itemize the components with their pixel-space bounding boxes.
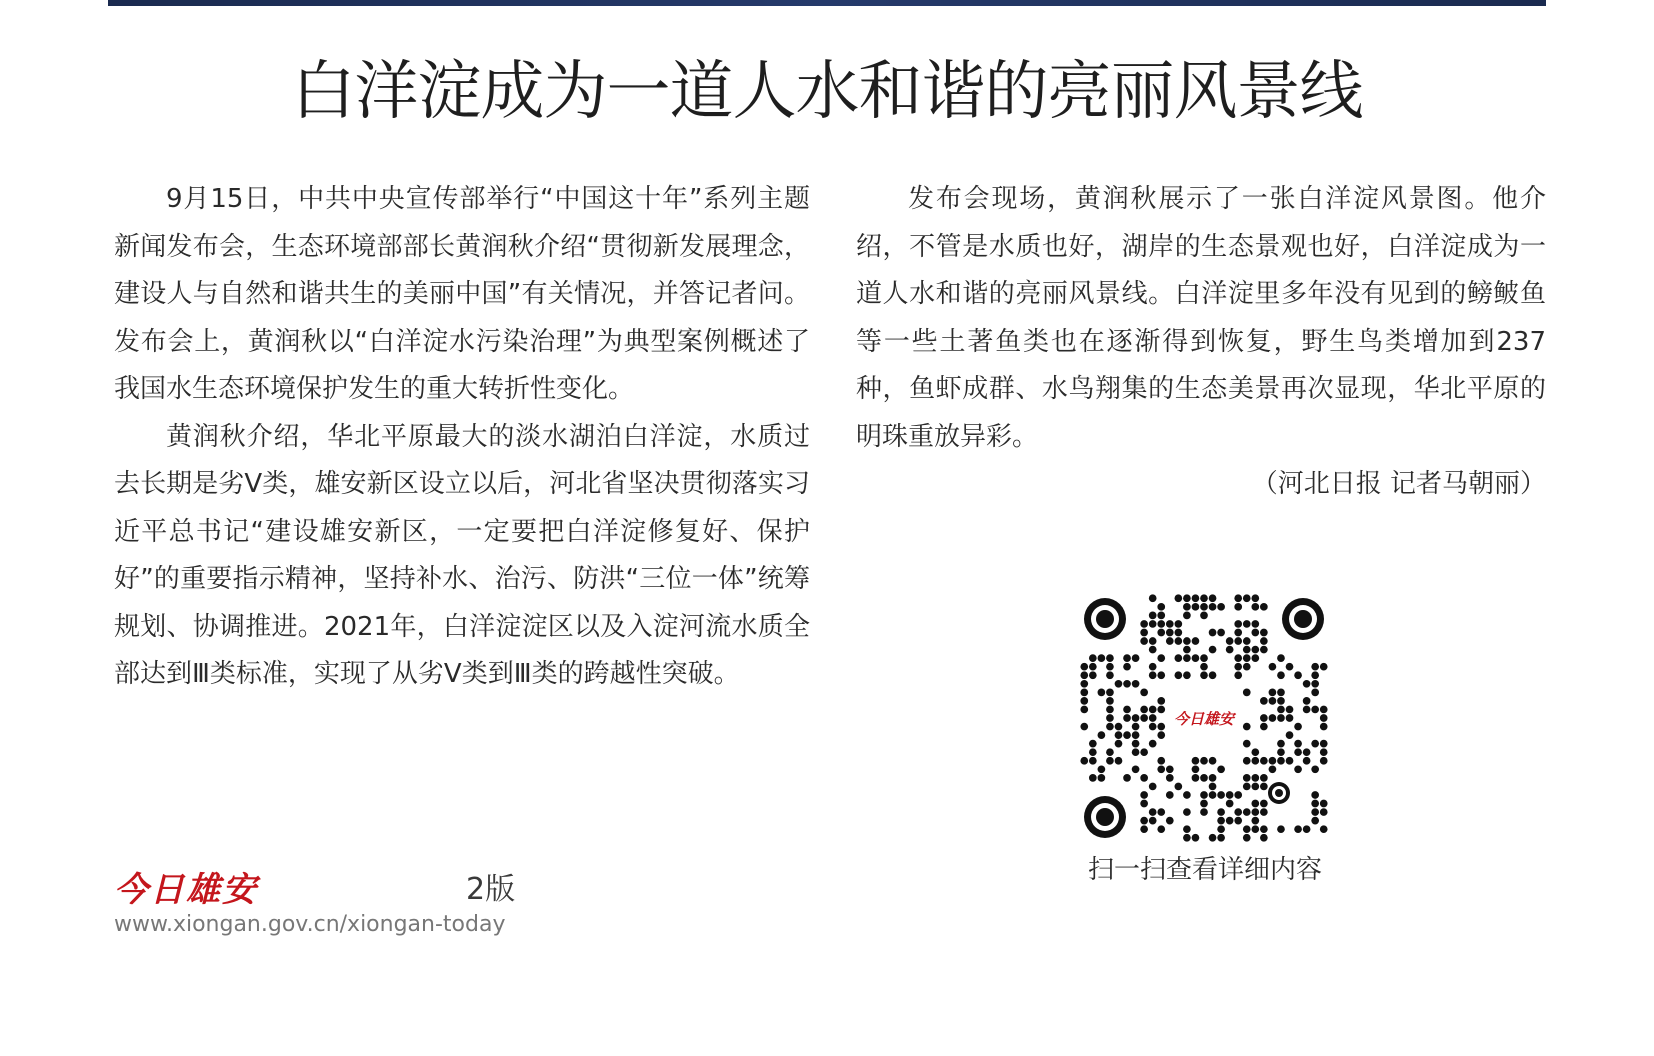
qr-module (1183, 834, 1191, 842)
qr-module (1303, 697, 1311, 705)
qr-module (1183, 825, 1191, 833)
qr-module (1132, 723, 1140, 731)
qr-module (1149, 706, 1157, 714)
qr-module (1149, 637, 1157, 645)
qr-module (1166, 765, 1174, 773)
qr-module (1243, 688, 1251, 696)
footer-edition: 2版 (466, 872, 516, 907)
qr-module (1286, 731, 1294, 739)
qr-module (1294, 825, 1302, 833)
qr-module (1132, 765, 1140, 773)
article-title: 白洋淀成为一道人水和谐的亮丽风景线 (291, 55, 1363, 129)
qr-module (1080, 663, 1088, 671)
qr-module (1106, 706, 1114, 714)
qr-module (1123, 731, 1131, 739)
qr-module (1243, 783, 1251, 791)
qr-module (1149, 594, 1157, 602)
qr-module (1251, 646, 1259, 654)
qr-module (1260, 825, 1268, 833)
qr-module (1123, 714, 1131, 722)
qr-module (1251, 620, 1259, 628)
qr-module (1320, 808, 1328, 816)
qr-module (1277, 714, 1285, 722)
qr-module (1243, 654, 1251, 662)
qr-module (1080, 680, 1088, 688)
qr-module (1192, 603, 1200, 611)
qr-module (1217, 603, 1225, 611)
qr-module (1320, 714, 1328, 722)
qr-module (1098, 654, 1106, 662)
qr-module (1260, 808, 1268, 816)
qr-module (1174, 654, 1182, 662)
qr-module (1166, 637, 1174, 645)
qr-module (1166, 629, 1174, 637)
qr-module (1269, 663, 1277, 671)
qr-module (1200, 800, 1208, 808)
qr-module (1251, 629, 1259, 637)
qr-module (1140, 800, 1148, 808)
qr-caption: 扫一扫查看详细内容 (1087, 855, 1322, 885)
qr-module (1243, 646, 1251, 654)
qr-module (1243, 757, 1251, 765)
qr-module (1320, 748, 1328, 756)
qr-module (1183, 603, 1191, 611)
qr-module (1106, 671, 1114, 679)
qr-module (1157, 620, 1165, 628)
qr-module (1243, 740, 1251, 748)
qr-module (1200, 663, 1208, 671)
qr-module (1174, 629, 1182, 637)
qr-module (1277, 748, 1285, 756)
qr-module (1269, 714, 1277, 722)
qr-module (1243, 774, 1251, 782)
qr-module (1123, 706, 1131, 714)
qr-module (1174, 671, 1182, 679)
qr-module (1200, 774, 1208, 782)
qr-module (1277, 825, 1285, 833)
qr-module (1132, 731, 1140, 739)
qr-module (1192, 637, 1200, 645)
qr-module (1140, 817, 1148, 825)
qr-module (1200, 791, 1208, 799)
qr-module (1149, 723, 1157, 731)
qr-module (1140, 620, 1148, 628)
qr-module (1234, 663, 1242, 671)
qr-module (1311, 671, 1319, 679)
qr-module (1115, 740, 1123, 748)
qr-module (1157, 757, 1165, 765)
qr-module (1115, 723, 1123, 731)
qr-module (1234, 637, 1242, 645)
qr-module (1286, 663, 1294, 671)
qr-module (1149, 646, 1157, 654)
qr-module (1106, 654, 1114, 662)
qr-module (1294, 723, 1302, 731)
qr-module (1311, 706, 1319, 714)
qr-module (1157, 731, 1165, 739)
qr-module (1174, 637, 1182, 645)
qr-module (1277, 757, 1285, 765)
qr-module (1209, 629, 1217, 637)
qr-module (1217, 629, 1225, 637)
qr-module (1311, 765, 1319, 773)
qr-module (1251, 783, 1259, 791)
qr-module (1303, 757, 1311, 765)
qr-module (1098, 688, 1106, 696)
qr-module (1140, 748, 1148, 756)
qr-module (1149, 671, 1157, 679)
qr-finder-top-left (1084, 598, 1126, 640)
qr-module (1260, 723, 1268, 731)
qr-module (1200, 757, 1208, 765)
qr-module (1243, 594, 1251, 602)
qr-module (1140, 791, 1148, 799)
top-rule (108, 0, 1546, 6)
qr-module (1277, 740, 1285, 748)
qr-module (1183, 808, 1191, 816)
qr-module (1260, 629, 1268, 637)
paragraph: 9月15日，中共中央宣传部举行“中国这十年”系列主题新闻发布会，生态环境部部长黄润秋介绍“贯彻新发展理念，建设人与自然和谐共生的美丽中国”有关情况，并答记者问。发布会上，黄润秋以“白洋淀水污染治理”为典型案例概述了我国水生态环境保护发生的重大转折性变化。 (114, 184, 810, 404)
qr-module (1243, 834, 1251, 842)
qr-module (1106, 748, 1114, 756)
qr-module (1260, 637, 1268, 645)
qr-module (1251, 603, 1259, 611)
qr-module (1303, 825, 1311, 833)
qr-module (1209, 783, 1217, 791)
qr-module (1149, 817, 1157, 825)
qr-module (1149, 783, 1157, 791)
qr-module (1157, 603, 1165, 611)
qr-finder-top-right (1282, 598, 1324, 640)
qr-module (1234, 808, 1242, 816)
qr-module (1183, 594, 1191, 602)
qr-module (1157, 612, 1165, 620)
qr-module (1157, 808, 1165, 816)
qr-module (1277, 697, 1285, 705)
qr-module (1260, 774, 1268, 782)
qr-module (1277, 706, 1285, 714)
qr-module (1320, 740, 1328, 748)
qr-module (1269, 757, 1277, 765)
qr-module (1234, 791, 1242, 799)
qr-module (1294, 765, 1302, 773)
qr-module (1106, 757, 1114, 765)
qr-module (1234, 817, 1242, 825)
qr-module (1166, 620, 1174, 628)
qr-module (1320, 706, 1328, 714)
qr-module (1123, 663, 1131, 671)
qr-module (1251, 654, 1259, 662)
qr-module (1140, 637, 1148, 645)
qr-module (1251, 817, 1259, 825)
qr-module (1320, 663, 1328, 671)
qr-module (1320, 757, 1328, 765)
qr-module (1209, 594, 1217, 602)
qr-module (1192, 594, 1200, 602)
qr-module (1200, 654, 1208, 662)
qr-module (1149, 612, 1157, 620)
qr-module (1183, 654, 1191, 662)
qr-module (1260, 697, 1268, 705)
qr-module (1277, 654, 1285, 662)
qr-module (1080, 757, 1088, 765)
qr-module (1140, 825, 1148, 833)
qr-finder-bottom-left (1084, 796, 1126, 838)
qr-module (1226, 646, 1234, 654)
qr-module (1132, 748, 1140, 756)
qr-code[interactable] (1080, 594, 1328, 842)
qr-module (1132, 740, 1140, 748)
qr-module (1251, 757, 1259, 765)
qr-module (1260, 714, 1268, 722)
qr-module (1277, 688, 1285, 696)
qr-module (1080, 697, 1088, 705)
qr-module (1303, 748, 1311, 756)
qr-module (1192, 834, 1200, 842)
qr-module (1157, 825, 1165, 833)
qr-module (1132, 654, 1140, 662)
qr-module (1183, 612, 1191, 620)
qr-module (1217, 808, 1225, 816)
qr-module (1149, 663, 1157, 671)
qr-module (1303, 706, 1311, 714)
qr-module (1157, 697, 1165, 705)
qr-module (1200, 612, 1208, 620)
qr-module (1149, 740, 1157, 748)
qr-module (1234, 594, 1242, 602)
qr-module (1243, 808, 1251, 816)
qr-module (1174, 620, 1182, 628)
qr-module (1089, 663, 1097, 671)
qr-module (1209, 671, 1217, 679)
qr-module (1200, 671, 1208, 679)
qr-module (1294, 748, 1302, 756)
qr-module (1106, 697, 1114, 705)
qr-module (1311, 817, 1319, 825)
qr-module (1183, 646, 1191, 654)
qr-module (1140, 714, 1148, 722)
qr-module (1260, 646, 1268, 654)
qr-module (1106, 723, 1114, 731)
qr-module (1226, 637, 1234, 645)
qr-module (1269, 688, 1277, 696)
qr-module (1080, 723, 1088, 731)
qr-module (1089, 654, 1097, 662)
qr-module (1183, 637, 1191, 645)
qr-module (1269, 697, 1277, 705)
qr-module (1243, 825, 1251, 833)
qr-module (1115, 680, 1123, 688)
qr-module (1089, 748, 1097, 756)
qr-module (1106, 714, 1114, 722)
qr-module (1157, 654, 1165, 662)
qr-module (1166, 817, 1174, 825)
qr-module (1166, 774, 1174, 782)
qr-module (1140, 688, 1148, 696)
qr-module (1251, 800, 1259, 808)
qr-module (1192, 774, 1200, 782)
qr-module (1320, 723, 1328, 731)
qr-module (1320, 825, 1328, 833)
paragraph: 发布会现场，黄润秋展示了一张白洋淀风景图。他介绍，不管是水质也好，湖岸的生态景观也好，白洋淀成为一道人水和谐的亮丽风景线。白洋淀里多年没有见到的鳑鲏鱼等一些土著鱼类也在逐渐得到恢复，野生鸟类增加到237种，鱼虾成群、水鸟翔集的生态美景再次显现，华北平原的明珠重放异彩。 (856, 184, 1546, 452)
qr-module (1251, 748, 1259, 756)
qr-module (1251, 594, 1259, 602)
qr-module (1294, 740, 1302, 748)
qr-module (1157, 765, 1165, 773)
qr-module (1157, 706, 1165, 714)
qr-module (1311, 680, 1319, 688)
qr-module (1226, 817, 1234, 825)
qr-module (1311, 663, 1319, 671)
qr-module (1234, 620, 1242, 628)
qr-module (1217, 825, 1225, 833)
qr-module (1234, 603, 1242, 611)
footer-logo: 今日雄安 (114, 870, 258, 910)
qr-module (1260, 757, 1268, 765)
qr-module (1098, 765, 1106, 773)
qr-module (1140, 706, 1148, 714)
qr-module (1157, 723, 1165, 731)
qr-module (1209, 774, 1217, 782)
qr-module (1149, 808, 1157, 816)
qr-module (1311, 688, 1319, 696)
qr-module (1140, 774, 1148, 782)
qr-module (1303, 680, 1311, 688)
qr-module (1234, 654, 1242, 662)
qr-module (1123, 654, 1131, 662)
qr-module (1311, 808, 1319, 816)
byline: （河北日报 记者马朝丽） (1251, 469, 1546, 499)
qr-module (1089, 774, 1097, 782)
qr-module (1089, 740, 1097, 748)
qr-module (1106, 688, 1114, 696)
qr-module (1183, 671, 1191, 679)
qr-center-logo: 今日雄安 (1173, 710, 1235, 728)
qr-module (1200, 603, 1208, 611)
paragraph: 黄润秋介绍，华北平原最大的淡水湖泊白洋淀，水质过去长期是劣V类，雄安新区设立以后，河北省坚决贯彻落实习近平总书记“建设雄安新区，一定要把白洋淀修复好、保护好”的重要指示精神，坚持补水、治污、防洪“三位一体”统筹规划、协调推进。2021年，白洋淀淀区以及入淀河流水质全部达到Ⅲ类标准，实现了从劣V类到Ⅲ类的跨越性突破。 (114, 421, 810, 689)
qr-module (1226, 800, 1234, 808)
qr-module (1132, 714, 1140, 722)
qr-module (1192, 757, 1200, 765)
qr-module (1174, 783, 1182, 791)
qr-module (1183, 791, 1191, 799)
qr-module (1192, 765, 1200, 773)
qr-module (1260, 800, 1268, 808)
qr-module (1115, 757, 1123, 765)
qr-module (1260, 834, 1268, 842)
qr-module (1132, 680, 1140, 688)
qr-module (1166, 791, 1174, 799)
qr-module (1080, 671, 1088, 679)
qr-module (1243, 637, 1251, 645)
qr-module (1226, 791, 1234, 799)
qr-module (1123, 680, 1131, 688)
qr-module (1209, 603, 1217, 611)
qr-module (1251, 808, 1259, 816)
footer-url[interactable]: www.xiongan.gov.cn/xiongan-today (114, 912, 506, 937)
qr-module (1149, 714, 1157, 722)
qr-module (1174, 594, 1182, 602)
qr-module (1209, 757, 1217, 765)
qr-module (1209, 646, 1217, 654)
qr-module (1311, 791, 1319, 799)
qr-module (1106, 663, 1114, 671)
qr-module (1251, 774, 1259, 782)
qr-module (1080, 688, 1088, 696)
qr-module (1217, 834, 1225, 842)
qr-module (1269, 765, 1277, 773)
qr-module (1260, 783, 1268, 791)
qr-module (1149, 620, 1157, 628)
qr-module (1286, 757, 1294, 765)
qr-module (1234, 629, 1242, 637)
qr-module (1089, 757, 1097, 765)
qr-module (1157, 671, 1165, 679)
qr-module (1251, 825, 1259, 833)
qr-module (1243, 663, 1251, 671)
qr-module (1123, 774, 1131, 782)
qr-module (1234, 671, 1242, 679)
qr-module (1217, 765, 1225, 773)
qr-module (1157, 629, 1165, 637)
qr-module (1311, 740, 1319, 748)
left-column (114, 176, 810, 699)
qr-module (1192, 654, 1200, 662)
qr-module (1200, 808, 1208, 816)
qr-module (1209, 834, 1217, 842)
qr-module (1200, 594, 1208, 602)
qr-module (1277, 671, 1285, 679)
qr-module (1286, 714, 1294, 722)
qr-module (1098, 774, 1106, 782)
qr-module (1115, 731, 1123, 739)
qr-module (1217, 817, 1225, 825)
qr-module (1243, 723, 1251, 731)
qr-module (1217, 791, 1225, 799)
qr-module (1311, 800, 1319, 808)
qr-module (1098, 731, 1106, 739)
qr-module (1080, 706, 1088, 714)
qr-module (1243, 620, 1251, 628)
qr-module (1320, 800, 1328, 808)
qr-module (1089, 671, 1097, 679)
qr-module (1140, 629, 1148, 637)
qr-module (1286, 706, 1294, 714)
qr-module (1260, 603, 1268, 611)
qr-module (1294, 671, 1302, 679)
right-column (856, 176, 1546, 509)
qr-module (1209, 791, 1217, 799)
qr-alignment (1268, 782, 1290, 804)
